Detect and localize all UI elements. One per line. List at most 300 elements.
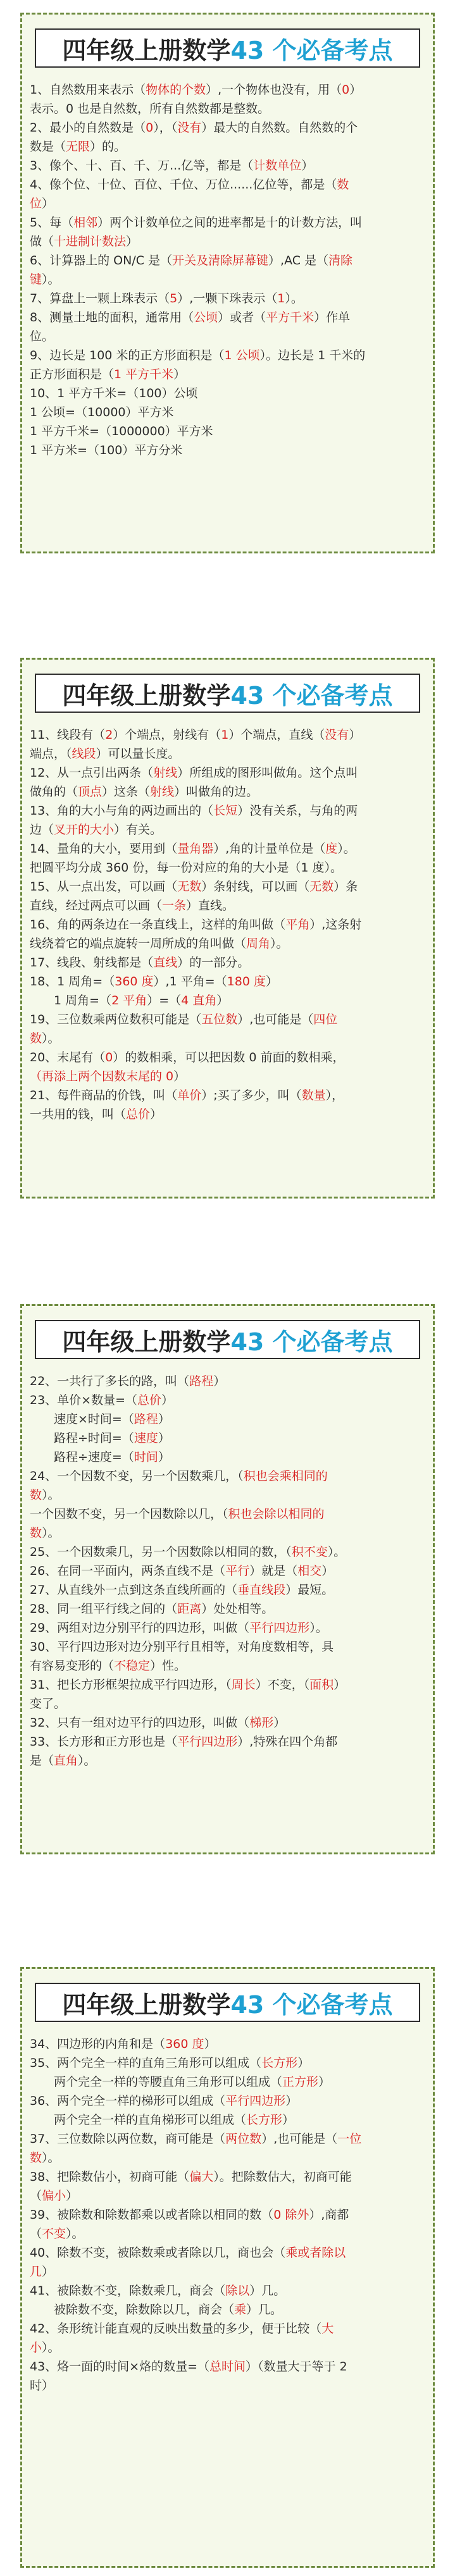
body-text: ）。 xyxy=(42,1032,60,1045)
answer-text: 相邻 xyxy=(73,216,98,230)
body-text: ）,商都 xyxy=(309,2208,349,2222)
answer-text: 360 度 xyxy=(165,2037,204,2051)
answer-text: 单价 xyxy=(177,1088,202,1102)
body-text: 28、同一组平行线之间的（ xyxy=(30,1602,178,1616)
title-accent: 43 个必备考点 xyxy=(230,1328,393,1356)
content-line xyxy=(30,1105,428,1124)
body-text: 1、自然数用来表示（ xyxy=(30,83,146,97)
body-text: 5、每（ xyxy=(30,216,74,230)
content-line xyxy=(30,346,428,365)
body-text: ） xyxy=(161,1393,174,1407)
content-line xyxy=(30,175,428,194)
body-text: ）直线。 xyxy=(186,899,235,913)
answer-text: 除以 xyxy=(225,2284,250,2298)
body-text: 9、边长是 100 米的正方形面积是（ xyxy=(30,348,225,362)
body-text: ）。 xyxy=(327,1545,346,1559)
body-text: 把圆平均分成 360 份，每一份对应的角的大小是（1 度）。 xyxy=(30,861,342,875)
body-text: 26、在同一平面内，两条直线不是（ xyxy=(30,1564,226,1578)
content-line xyxy=(30,2338,428,2357)
answer-text: 无数 xyxy=(309,880,334,894)
body-text: 两个完全一样的等腰直角三角形可以组成（ xyxy=(54,2075,283,2089)
body-text: 15、从一点出发，可以画（ xyxy=(30,880,178,894)
content-line xyxy=(30,270,428,289)
body-text: ） xyxy=(349,728,361,742)
answer-text: 积不变 xyxy=(291,1545,328,1559)
content-line xyxy=(30,1048,428,1067)
body-text: ）。 xyxy=(42,1526,60,1540)
answer-text: 平行四边形 xyxy=(177,1735,238,1749)
answer-text: 平行四边形 xyxy=(225,2094,286,2108)
card-content xyxy=(30,2035,428,2395)
body-text: 做（ xyxy=(30,235,54,249)
body-text: 直线，经过两点可以画（ xyxy=(30,899,163,913)
body-text: ） xyxy=(321,1564,334,1578)
content-line xyxy=(30,1486,428,1505)
body-text: ） xyxy=(42,2265,54,2279)
content-line xyxy=(30,839,428,858)
answer-text: 总时间 xyxy=(209,2360,246,2374)
body-text: ）有关。 xyxy=(114,823,163,837)
content-line xyxy=(30,1505,428,1524)
body-text: ） xyxy=(204,2037,216,2051)
body-text: 16、角的两条边在一条直线上，这样的角叫做（ xyxy=(30,918,286,932)
body-text: ）,一颗下珠表示（ xyxy=(177,292,278,305)
body-text: ）,这条射 xyxy=(309,918,362,932)
content-line xyxy=(30,725,428,744)
body-text: ） xyxy=(173,1069,186,1083)
content-line xyxy=(30,972,428,991)
body-text: ） xyxy=(273,1716,286,1730)
body-text: ）或者（ xyxy=(218,311,266,324)
body-text: 表示。0 也是自然数，所有自然数都是整数。 xyxy=(30,102,270,116)
content-line xyxy=(30,934,428,953)
content-line xyxy=(30,251,428,270)
card-title xyxy=(35,674,420,713)
content-line xyxy=(30,441,428,460)
body-text: 边（ xyxy=(30,823,54,837)
answer-text: 0 除外 xyxy=(273,2208,309,2222)
body-text: 位。 xyxy=(30,330,54,343)
body-text: ）个端点，射线有（ xyxy=(113,728,221,742)
body-text: 端点，（ xyxy=(30,747,72,761)
content-line xyxy=(30,2035,428,2054)
answer-text: 度 xyxy=(325,842,338,856)
body-text: 做角的（ xyxy=(30,785,78,799)
body-text: 40、除数不变，被除数乘或者除以几，商也会（ xyxy=(30,2246,286,2260)
body-text: ）。 xyxy=(66,2227,84,2241)
answer-text: 0 xyxy=(105,1051,113,1064)
answer-text: 无数 xyxy=(177,880,202,894)
content-line xyxy=(30,820,428,839)
card-content xyxy=(30,725,428,1124)
body-text: 4、像个位、十位、百位、千位、万位......亿位等，都是（ xyxy=(30,178,337,192)
body-text: 11、线段有（ xyxy=(30,728,106,742)
body-text: 3、像个、十、百、千、万...亿等，都是（ xyxy=(30,159,254,173)
answer-text: 数 xyxy=(30,2151,42,2165)
answer-text: 偏小 xyxy=(42,2189,66,2203)
body-text: ） xyxy=(173,367,186,381)
body-text: ） xyxy=(318,2075,331,2089)
body-text: 29、两组对边分别平行的四边形，叫做（ xyxy=(30,1621,250,1635)
answer-text: 积也会除以相同的 xyxy=(228,1507,325,1521)
card-content xyxy=(30,80,428,460)
body-text: 25、一个因数乘几，另一个因数除以相同的数，（ xyxy=(30,1545,292,1559)
content-line xyxy=(30,156,428,175)
content-line xyxy=(30,1372,428,1391)
answer-text: 两位数 xyxy=(225,2132,262,2146)
body-text: ） xyxy=(265,975,278,989)
answer-text: 距离 xyxy=(177,1602,202,1616)
body-text: ）条 xyxy=(333,880,358,894)
body-text: ）（数量大于等于 2 xyxy=(246,2360,347,2374)
body-text: 变了。 xyxy=(30,1697,66,1711)
title-accent: 43 个必备考点 xyxy=(230,681,393,710)
answer-text: 长方形 xyxy=(246,2113,283,2127)
content-line xyxy=(30,1391,428,1410)
body-text: 37、三位数除以两位数，商可能是（ xyxy=(30,2132,226,2146)
answer-text: 公顷 xyxy=(194,311,218,324)
content-line xyxy=(30,1086,428,1105)
content-line xyxy=(30,1029,428,1048)
body-text: ）没有关系，与角的两 xyxy=(237,804,358,818)
answer-text: 无限 xyxy=(66,140,90,154)
body-text: ）叫做角的边。 xyxy=(174,785,259,799)
answer-text: 数 xyxy=(30,1526,42,1540)
body-text: ）性。 xyxy=(150,1659,187,1673)
content-line xyxy=(30,2262,428,2281)
body-text: （ xyxy=(30,2189,42,2203)
answer-text: 梯形 xyxy=(249,1716,274,1730)
body-text: 17、线段、射线都是（ xyxy=(30,956,154,970)
answer-text: 5 xyxy=(170,292,178,305)
content-line xyxy=(30,2281,428,2300)
body-text: 8、测量土地的面积，通常用（ xyxy=(30,311,194,324)
answer-text: 乘 xyxy=(234,2303,247,2317)
answer-text: 乘或者除以 xyxy=(285,2246,346,2260)
body-text: 18、1 周角=（ xyxy=(30,975,115,989)
body-text: ）,AC 是（ xyxy=(268,254,329,268)
body-text: 路程÷速度=（ xyxy=(54,1450,134,1464)
answer-text: 不变 xyxy=(42,2227,66,2241)
body-text: 正方形面积是（ xyxy=(30,367,115,381)
answer-text: 正方形 xyxy=(282,2075,319,2089)
body-text: ）几。 xyxy=(249,2284,286,2298)
body-text: ） xyxy=(158,1450,170,1464)
content-line xyxy=(30,763,428,782)
title-main: 四年级上册数学 xyxy=(62,1328,231,1356)
body-text: ）。 xyxy=(337,842,356,856)
body-text: ）条射线，可以画（ xyxy=(201,880,310,894)
answer-text: 1 xyxy=(221,728,229,742)
answer-text: 数 xyxy=(30,1488,42,1502)
content-line xyxy=(30,2092,428,2111)
answer-text: 长短 xyxy=(213,804,238,818)
body-text: ）=（ xyxy=(147,994,182,1008)
body-text: 是（ xyxy=(30,1754,54,1768)
body-text: 19、三位数乘两位数积可能是（ xyxy=(30,1013,202,1026)
answer-text: 总价 xyxy=(137,1393,162,1407)
body-text: ） xyxy=(66,2189,78,2203)
body-text: 路程÷时间=（ xyxy=(54,1431,134,1445)
answer-text: 1 平方千米 xyxy=(114,367,174,381)
content-line xyxy=(30,1524,428,1543)
answer-text: 顶点 xyxy=(78,785,103,799)
body-text: 24、一个因数不变，另一个因数乘几，（ xyxy=(30,1469,244,1483)
content-line xyxy=(30,80,428,99)
body-text: 41、被除数不变，除数乘几，商会（ xyxy=(30,2284,226,2298)
content-line xyxy=(30,1618,428,1637)
body-text: 1 公顷=（10000）平方米 xyxy=(30,405,174,419)
title-accent: 43 个必备考点 xyxy=(230,1990,393,2019)
body-text: ）最大的自然数。自然数的个 xyxy=(201,121,358,135)
answer-text: 路程 xyxy=(189,1374,214,1388)
content-line xyxy=(30,991,428,1010)
content-line xyxy=(30,1751,428,1770)
body-text: 13、角的大小与角的两边画出的（ xyxy=(30,804,214,818)
title-main: 四年级上册数学 xyxy=(62,36,231,65)
card-title xyxy=(35,1320,420,1359)
card-4 xyxy=(20,1967,435,2568)
answer-text: 线段 xyxy=(72,747,96,761)
answer-text: 位 xyxy=(30,197,42,211)
title-accent: 43 个必备考点 xyxy=(230,36,393,65)
content-line xyxy=(30,2167,428,2186)
answer-text: 几 xyxy=(30,2265,42,2279)
body-text: ）,也可能是（ xyxy=(237,1013,314,1026)
card-3 xyxy=(20,1304,435,1854)
content-line xyxy=(30,137,428,156)
body-text: 2、最小的自然数是（ xyxy=(30,121,146,135)
content-line xyxy=(30,1010,428,1029)
content-line xyxy=(30,877,428,896)
content-line xyxy=(30,896,428,915)
body-text: ） xyxy=(297,2056,310,2070)
body-text: ） xyxy=(42,197,54,211)
answer-text: 周角 xyxy=(246,937,271,951)
answer-text: 积也会乘相同的 xyxy=(243,1469,328,1483)
body-text: ） xyxy=(282,2113,295,2127)
answer-text: 开关及清除屏幕键 xyxy=(172,254,269,268)
card-content xyxy=(30,1372,428,1770)
content-line xyxy=(30,1562,428,1581)
body-text: ）最短。 xyxy=(285,1583,334,1597)
content-line xyxy=(30,194,428,213)
body-text: 有容易变形的（ xyxy=(30,1659,115,1673)
body-text: 43、烙一面的时间×烙的数量=（ xyxy=(30,2360,210,2374)
body-text: 12、从一点引出两条（ xyxy=(30,766,154,780)
content-line xyxy=(30,858,428,877)
body-text: ）。 xyxy=(285,292,303,305)
content-line xyxy=(30,1581,428,1599)
body-text: 34、四边形的内角和是（ xyxy=(30,2037,166,2051)
content-line xyxy=(30,1732,428,1751)
content-line xyxy=(30,1675,428,1694)
answer-text: 射线 xyxy=(153,766,178,780)
body-text: 一个因数不变，另一个因数除以几，（ xyxy=(30,1507,228,1521)
body-text: 33、长方形和正方形也是（ xyxy=(30,1735,178,1749)
answer-text: 直角 xyxy=(54,1754,78,1768)
body-text: ） xyxy=(158,1431,170,1445)
content-line xyxy=(30,308,428,327)
content-line xyxy=(30,2129,428,2148)
body-text: ）;买了多少，叫（ xyxy=(201,1088,302,1102)
answer-text: 1 xyxy=(277,292,285,305)
body-text: 数是（ xyxy=(30,140,66,154)
body-text: ）这条（ xyxy=(102,785,151,799)
content-line xyxy=(30,782,428,801)
body-text: ）就是（ xyxy=(249,1564,298,1578)
content-line xyxy=(30,99,428,118)
body-text: ）。 xyxy=(309,1621,328,1635)
body-text: 27、从直线外一点到这条直线所画的（ xyxy=(30,1583,238,1597)
body-text: ）,也可能是（ xyxy=(261,2132,338,2146)
answer-text: 垂直线段 xyxy=(237,1583,286,1597)
body-text: ）。 xyxy=(42,2341,60,2355)
body-text: ）几。 xyxy=(246,2303,283,2317)
body-text: 14、量角的大小，要用到（ xyxy=(30,842,178,856)
answer-text: 五位数 xyxy=(201,1013,238,1026)
answer-text: 路程 xyxy=(134,1412,158,1426)
body-text: 一共用的钱，叫（ xyxy=(30,1107,127,1121)
body-text: 39、被除数和除数都乘以或者除以相同的数（ xyxy=(30,2208,274,2222)
answer-text: 射线 xyxy=(150,785,175,799)
answer-text: 物体的个数 xyxy=(146,83,206,97)
title-main: 四年级上册数学 xyxy=(62,1990,231,2019)
body-text: ） xyxy=(349,83,362,97)
answer-text: 0 xyxy=(342,83,350,97)
body-text: 38、把除数估小，初商可能（ xyxy=(30,2170,190,2184)
body-text: ）两个计数单位之间的进率都是十的计数方法，叫 xyxy=(97,216,363,230)
content-line xyxy=(30,2073,428,2092)
answer-text: 直线 xyxy=(153,956,178,970)
body-text: 23、单价×数量=（ xyxy=(30,1393,138,1407)
content-line xyxy=(30,1448,428,1467)
content-line xyxy=(30,2224,428,2243)
answer-text: 长方形 xyxy=(261,2056,298,2070)
answer-text: 四位 xyxy=(313,1013,338,1026)
content-line xyxy=(30,2054,428,2073)
answer-text: 一条 xyxy=(162,899,187,913)
body-text: ） xyxy=(150,1107,163,1121)
body-text: 32、只有一组对边平行的四边形，叫做（ xyxy=(30,1716,250,1730)
content-line xyxy=(30,2148,428,2167)
content-line xyxy=(30,2186,428,2205)
body-text: ） xyxy=(213,1374,226,1388)
body-text: ），（ xyxy=(153,121,178,135)
body-text: ）,一个物体也没有，用（ xyxy=(206,83,342,97)
answer-text: 2 xyxy=(105,728,113,742)
answer-text: 没有 xyxy=(177,121,202,135)
answer-text: 周长 xyxy=(231,1678,256,1692)
body-text: ）。把除数估大，初商可能 xyxy=(213,2170,352,2184)
body-text: （ xyxy=(30,2227,42,2241)
body-text: ）。 xyxy=(42,1488,60,1502)
body-text: ）的一部分。 xyxy=(177,956,250,970)
answer-text: 一位 xyxy=(337,2132,362,2146)
answer-text: 平行四边形 xyxy=(249,1621,310,1635)
content-line xyxy=(30,801,428,820)
body-text: ） xyxy=(333,1678,346,1692)
body-text: 20、末尾有（ xyxy=(30,1051,106,1064)
body-text: ）的数相乘，可以把因数 0 前面的数相乘， xyxy=(113,1051,345,1064)
body-text: 时） xyxy=(30,2379,54,2393)
card-2 xyxy=(20,658,435,1199)
content-line xyxy=(30,744,428,763)
answer-text: 键 xyxy=(30,273,42,287)
content-line xyxy=(30,403,428,422)
content-line xyxy=(30,365,428,384)
body-text: 36、两个完全一样的梯形可以组成（ xyxy=(30,2094,226,2108)
answer-text: 没有 xyxy=(325,728,349,742)
card-title xyxy=(35,1983,420,2022)
answer-text: 速度 xyxy=(134,1431,158,1445)
answer-text: 0 xyxy=(146,121,154,135)
body-text: 1 平方米=（100）平方分米 xyxy=(30,443,183,457)
body-text: ）可以量长度。 xyxy=(96,747,180,761)
content-line xyxy=(30,2205,428,2224)
body-text: 被除数不变，除数除以几，商会（ xyxy=(54,2303,235,2317)
content-line xyxy=(30,1429,428,1448)
body-text: 7、算盘上一颗上珠表示（ xyxy=(30,292,170,305)
content-line xyxy=(30,118,428,137)
content-line xyxy=(30,1637,428,1656)
content-line xyxy=(30,232,428,251)
answer-text: 叉开的大小 xyxy=(54,823,115,837)
answer-text: 平方千米 xyxy=(266,311,315,324)
body-text: 1 平方千米=（1000000）平方米 xyxy=(30,424,213,438)
content-line xyxy=(30,289,428,308)
content-line xyxy=(30,422,428,441)
body-text: ）所组成的图形叫做角。这个点叫 xyxy=(177,766,358,780)
answer-text: 面积 xyxy=(309,1678,334,1692)
answer-text: 大 xyxy=(321,2322,334,2336)
body-text: ）， xyxy=(325,1088,344,1102)
body-text: 31、把长方形框架拉成平行四边形，（ xyxy=(30,1678,232,1692)
content-line xyxy=(30,2376,428,2395)
answer-text: 十进制计数法 xyxy=(54,235,127,249)
answer-text: 数量 xyxy=(301,1088,326,1102)
body-text: ）。 xyxy=(78,1754,96,1768)
content-line xyxy=(30,1694,428,1713)
content-line xyxy=(30,1713,428,1732)
content-line xyxy=(30,2319,428,2338)
content-line xyxy=(30,384,428,403)
card-title xyxy=(35,28,420,68)
body-text: ）的。 xyxy=(90,140,127,154)
body-text: 30、平行四边形对边分别平行且相等，对角度数相等，具 xyxy=(30,1640,334,1654)
body-text: ）,特殊在四个角都 xyxy=(237,1735,338,1749)
content-line xyxy=(30,953,428,972)
body-text: ） xyxy=(285,2094,298,2108)
body-text: ） xyxy=(301,159,314,173)
answer-text: 量角器 xyxy=(177,842,214,856)
content-line xyxy=(30,327,428,346)
content-line xyxy=(30,213,428,232)
answer-text: 相交 xyxy=(297,1564,322,1578)
answer-text: 小 xyxy=(30,2341,42,2355)
body-text: 22、一共行了多长的路，叫（ xyxy=(30,1374,190,1388)
body-text: 10、1 平方千米=（100）公顷 xyxy=(30,386,198,400)
body-text: ）,角的计量单位是（ xyxy=(213,842,326,856)
body-text: ）处处相等。 xyxy=(201,1602,274,1616)
answer-text: 数 xyxy=(337,178,349,192)
body-text: ） xyxy=(216,994,229,1008)
content-line xyxy=(30,1599,428,1618)
body-text: ）个端点，直线（ xyxy=(228,728,325,742)
content-line xyxy=(30,2357,428,2376)
body-text: ）。 xyxy=(270,937,289,951)
content-line xyxy=(30,1067,428,1086)
